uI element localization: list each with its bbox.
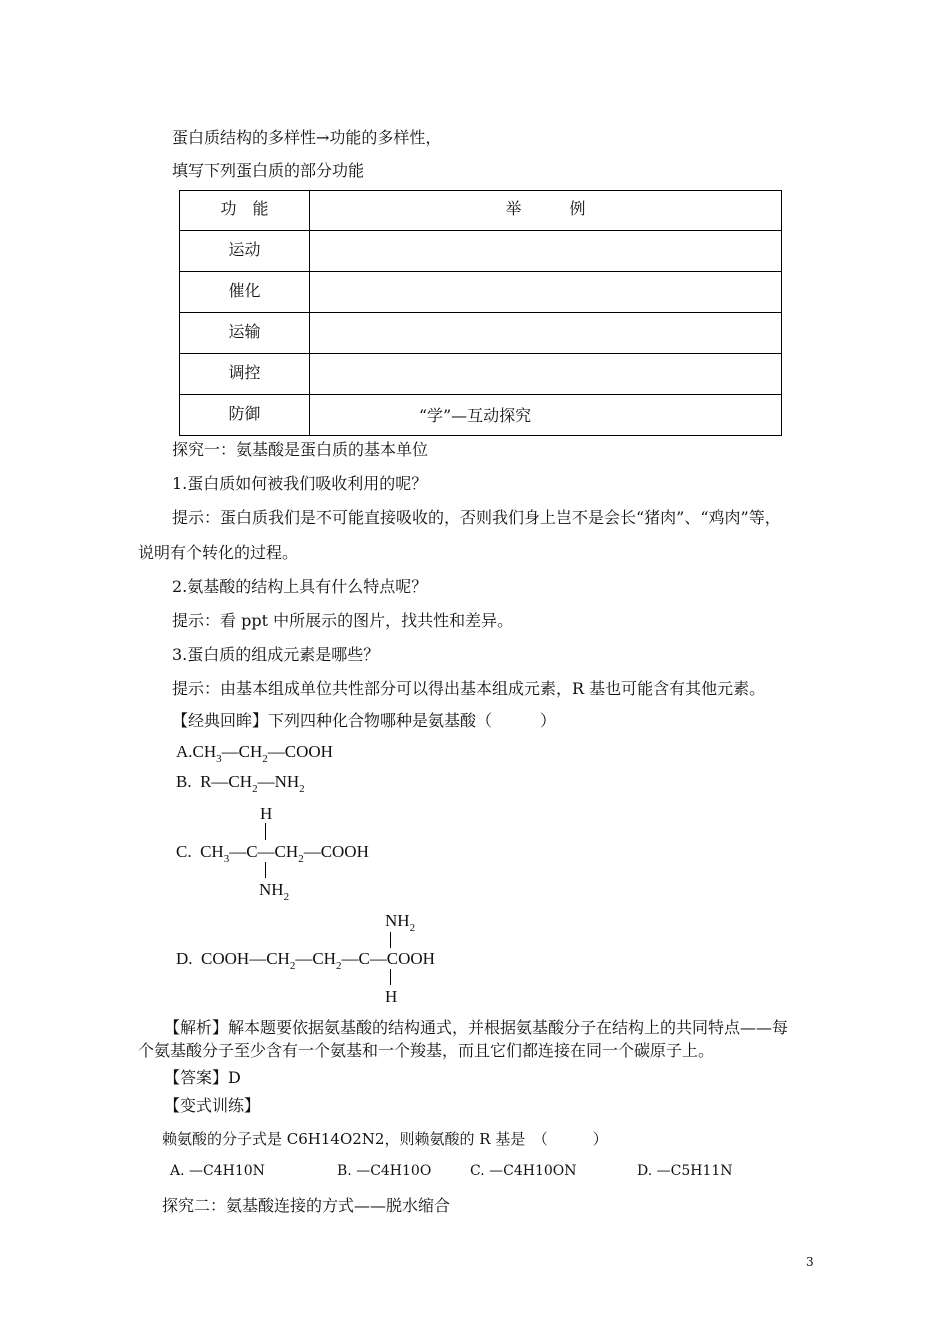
option-c-bond-bottom bbox=[265, 862, 266, 878]
explore1-q1: 1.蛋白质如何被我们吸收利用的呢？ bbox=[172, 474, 428, 493]
option-d-bond-top bbox=[390, 932, 391, 948]
explore1-hint2: 提示：看 ppt 中所展示的图片，找共性和差异。 bbox=[172, 611, 514, 630]
explore1-q2: 2.氨基酸的结构上具有什么特点呢？ bbox=[172, 577, 428, 596]
table-row bbox=[180, 313, 782, 354]
table-row bbox=[180, 354, 782, 395]
variant-option-d: D. —C5H11N bbox=[637, 1163, 733, 1179]
row-function: 防御 bbox=[180, 395, 310, 436]
table-row bbox=[180, 272, 782, 313]
option-b: B. $R—CH_2—NH_2$ bbox=[176, 772, 305, 795]
row-example-cell bbox=[310, 272, 782, 313]
option-c: C. $CH_3—C—CH_2—COOH$ bbox=[176, 842, 369, 865]
option-c-bottom-nh2: $NH_2$ bbox=[259, 880, 290, 903]
explore1-hint1-b: 说明有个转化的过程。 bbox=[138, 543, 299, 562]
table-header-row bbox=[180, 191, 782, 231]
page-number: 3 bbox=[806, 1255, 814, 1269]
option-d-bond-bottom bbox=[390, 969, 391, 985]
row-example-cell bbox=[310, 313, 782, 354]
intro-line-1: 蛋白质结构的多样性→功能的多样性， bbox=[172, 128, 442, 147]
classic-question: 【经典回眸】下列四种化合物哪种是氨基酸（ ） bbox=[172, 711, 557, 730]
intro-line-2: 填写下列蛋白质的部分功能 bbox=[172, 161, 365, 180]
explore1-hint1-a: 提示：蛋白质我们是不可能直接吸收的，否则我们身上岂不是会长“猪肉”、“鸡肉”等， bbox=[172, 508, 781, 527]
option-d: D. $COOH—CH_2—CH_2—C—COOH$ bbox=[176, 949, 435, 972]
option-c-bond-top bbox=[265, 823, 266, 840]
row-function: 调控 bbox=[180, 354, 310, 395]
option-d-top-nh2: $NH_2$ bbox=[385, 911, 416, 934]
explore1-title: 探究一：氨基酸是蛋白质的基本单位 bbox=[172, 440, 429, 459]
function-table bbox=[179, 190, 782, 436]
row-function: 运动 bbox=[180, 231, 310, 272]
variant-question: 赖氨酸的分子式是 C6H14O2N2，则赖氨酸的 R 基是 （ ） bbox=[162, 1130, 608, 1148]
variant-option-a: A. —C4H10N bbox=[170, 1163, 265, 1179]
header-example: 举 例 bbox=[310, 191, 782, 231]
section-title: “学”—互动探究 bbox=[418, 406, 532, 425]
option-a: $A.CH_3—CH_2—COOH$ bbox=[176, 742, 333, 765]
table-row bbox=[180, 231, 782, 272]
row-example-cell bbox=[310, 354, 782, 395]
option-c-top-h: H bbox=[260, 804, 273, 823]
analysis-line-1: 【解析】解本题要依据氨基酸的结构通式，并根据氨基酸分子在结构上的共同特点——每 bbox=[164, 1018, 789, 1037]
explore2-title: 探究二：氨基酸连接的方式——脱水缩合 bbox=[162, 1196, 451, 1215]
variant-title: 【变式训练】 bbox=[164, 1096, 261, 1115]
explore1-q3: 3.蛋白质的组成元素是哪些？ bbox=[172, 645, 380, 664]
row-function: 运输 bbox=[180, 313, 310, 354]
explore1-hint3: 提示：由基本组成单位共性部分可以得出基本组成元素，R 基也可能含有其他元素。 bbox=[172, 679, 766, 698]
header-function: 功 能 bbox=[180, 191, 310, 231]
analysis-line-2: 个氨基酸分子至少含有一个氨基和一个羧基，而且它们都连接在同一个碳原子上。 bbox=[138, 1041, 715, 1060]
variant-option-b: B. —C4H10O bbox=[337, 1163, 432, 1179]
row-function: 催化 bbox=[180, 272, 310, 313]
row-example-cell bbox=[310, 231, 782, 272]
answer: 【答案】D bbox=[164, 1068, 241, 1087]
option-d-bottom-h: H bbox=[385, 987, 398, 1006]
variant-option-c: C. —C4H10ON bbox=[470, 1163, 577, 1179]
